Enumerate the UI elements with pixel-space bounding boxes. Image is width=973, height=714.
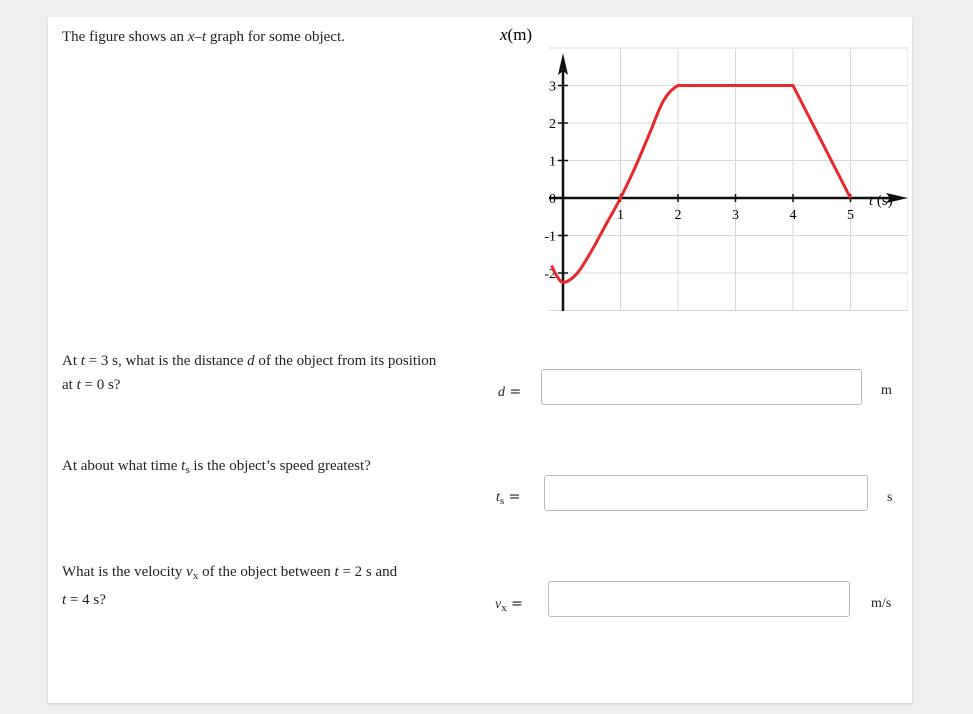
xt-graph <box>488 17 908 327</box>
x-axis-label: t (s) <box>869 193 893 209</box>
time-unit: s <box>887 490 893 505</box>
y-tick-label: 0 <box>549 192 556 207</box>
axes <box>549 53 908 311</box>
time-input[interactable] <box>544 475 868 511</box>
grid-lines <box>549 48 908 311</box>
x-tick-label: 5 <box>847 208 854 223</box>
y-axis-label: x(m) <box>500 25 533 44</box>
question-3-text: What is the velocity $v_x$ of the object between t = 2 s and t = 4 s? <box>62 564 398 608</box>
question-2-text: At about what time $t_s$ is the object’s speed greatest? <box>62 458 371 476</box>
y-tick-label: -1 <box>544 229 556 245</box>
vx-label: $v_x$ = <box>495 596 523 614</box>
x-tick-label: 4 <box>789 208 797 223</box>
y-tick-label: 2 <box>549 117 556 132</box>
x-tick-label: 3 <box>732 208 739 223</box>
distance-input[interactable] <box>541 369 862 405</box>
intro-text: The figure shows an x–t graph for some object. <box>62 29 345 45</box>
y-tick-label: 3 <box>549 79 556 95</box>
y-tick-label: 1 <box>549 154 556 170</box>
d-label: d = <box>498 384 522 400</box>
x-tick-label: 2 <box>674 208 682 223</box>
velocity-input[interactable] <box>548 581 850 617</box>
data-series-line <box>552 86 851 283</box>
ts-label: $t_s$ = <box>496 489 521 507</box>
x-tick-label: 1 <box>617 208 624 223</box>
y-tick-label: -2 <box>544 267 556 282</box>
velocity-unit: m/s <box>871 596 892 611</box>
problem-card <box>48 17 912 703</box>
distance-unit: m <box>881 383 892 398</box>
question-1-text: At t = 3 s, what is the distance d of the object from its position at t = 0 s? <box>62 353 437 393</box>
